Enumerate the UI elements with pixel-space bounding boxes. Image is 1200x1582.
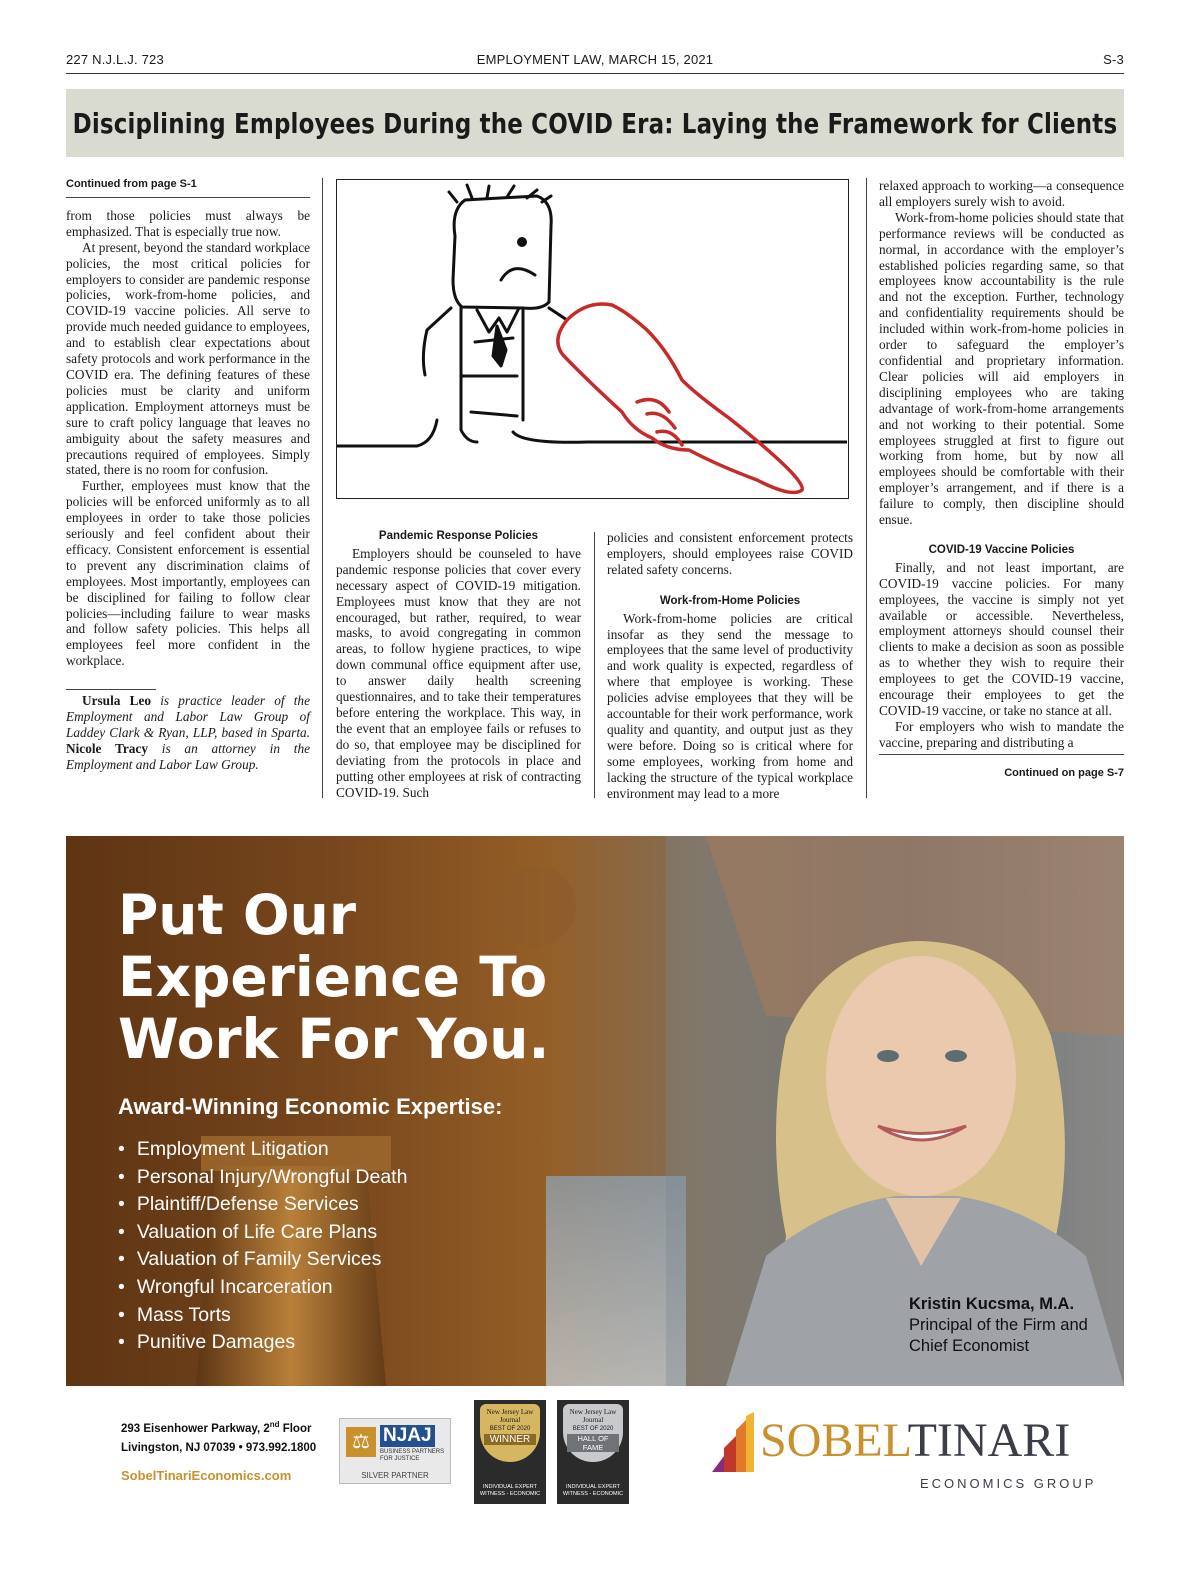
badge-masthead: New Jersey Law Journal bbox=[486, 1408, 534, 1424]
continued-from: Continued from page S-1 bbox=[66, 178, 197, 190]
list-item: • Personal Injury/Wrongful Death bbox=[118, 1164, 407, 1192]
sobel-tinari-logo bbox=[710, 1412, 1100, 1502]
award-badge-hall-of-fame bbox=[557, 1400, 629, 1504]
bio-text: is an attorney in the Employment and Labor Law Group. bbox=[66, 740, 311, 772]
list-item: • Mass Torts bbox=[118, 1302, 407, 1330]
article-title: Disciplining Employees During the COVID Era: Laying the Framework for Clients bbox=[72, 106, 1118, 140]
list-item: • Valuation of Family Services bbox=[118, 1246, 407, 1274]
badge-masthead: New Jersey Law Journal bbox=[569, 1408, 617, 1424]
folio-left: 227 N.J.L.J. 723 bbox=[66, 52, 164, 67]
column-1 bbox=[66, 177, 310, 773]
bio-text: is practice leader of the Employment and Labor Law Group of Laddey Clark & Ryan, LLP, based in Sparta. bbox=[66, 693, 310, 740]
column-divider bbox=[322, 178, 323, 798]
paragraph: Employers should be counseled to have pandemic response policies that cover every necessary aspect of COVID-19 mitigation. Employees must know that they are not encouraged, but rather, required, to wear masks, to avoid congregating in common areas, to follow hygiene practices, to wipe down communal office equipment after use, to answer daily health screening questionnaires, and to take their temperatures before entering the workplace. This way, in the event that an employee fails or refuses to do so, that employee may be disciplined for deviating from the protocols in place and putting other employees at risk of contracting COVID-19. Such bbox=[336, 545, 581, 800]
paragraph: from those policies must always be emphasized. That is especially true now. bbox=[66, 207, 310, 239]
kicker-rule bbox=[66, 197, 310, 198]
badge-medallion bbox=[480, 1404, 540, 1462]
paragraph: Further, employees must know that the policies will be enforced uniformly as to all employees in order to take those policies seriously and feel confident about their efficacy. Consistent enforcement is essential to prevent any discrimination claims of employees. Most importantly, employees can be disciplined for failing to follow clear policies—including failure to wear masks and follow safety policies. This helps all employees feel more confident in the workplace. bbox=[66, 478, 310, 669]
cartoon-drawing bbox=[337, 180, 847, 497]
list-item: • Plaintiff/Defense Services bbox=[118, 1191, 407, 1219]
page-number: S-3 bbox=[1103, 52, 1124, 67]
advertisement-banner bbox=[66, 836, 1124, 1386]
njaj-line: BUSINESS PARTNERS bbox=[380, 1449, 445, 1455]
paragraph: Finally, and not least important, are COVID-19 vaccine policies. For many employees, the vaccine is simply not yet available or accessible. Nevertheless, employment attorneys should counsel their clients to make a decision as soon as possible as to whether they wish to require their employees to get the COVID-19 vaccine, encourage their employees to get the COVID-19 vaccine, or take no stance at all. bbox=[879, 559, 1124, 718]
njaj-tier: SILVER PARTNER bbox=[361, 1471, 429, 1480]
list-item: • Valuation of Life Care Plans bbox=[118, 1219, 407, 1247]
badge-foot: WITNESS - ECONOMIC bbox=[479, 1491, 541, 1497]
author-name: Ursula Leo bbox=[82, 693, 152, 709]
website-link[interactable]: SobelTinariEconomics.com bbox=[121, 1467, 292, 1483]
badge-year: BEST OF 2020 bbox=[489, 1426, 531, 1432]
badge-foot: INDIVIDUAL EXPERT bbox=[482, 1484, 538, 1490]
paragraph: policies and consistent enforcement protects employers, should employees raise COVID related safety concerns. bbox=[607, 530, 853, 577]
paragraph: At present, beyond the standard workplace policies, the most critical policies for employers to consider are pandemic response policies, work-from-home policies, and COVID-19 vaccine policies. All serve to provide much needed guidance to employees, and to establish clear expectations about safety protocols and work performance in the COVID era. The defining features of these policies must be clarity and uniform application. Employment attorneys must be sure to craft policy language that leaves no ambiguity about the safety measures and precautions required of employees. Simply stated, there is no room for confusion. bbox=[66, 239, 310, 478]
column-divider bbox=[594, 532, 595, 798]
column-4 bbox=[879, 178, 1124, 782]
brand-subtitle: ECONOMICS GROUP bbox=[920, 1476, 1097, 1491]
title-band bbox=[66, 89, 1124, 157]
paragraph: relaxed approach to working—a consequence all employers surely wish to avoid. bbox=[879, 178, 1124, 209]
headline-line: Put Our bbox=[118, 883, 356, 947]
author-bio bbox=[66, 693, 310, 773]
continued-on: Continued on page S-7 bbox=[1004, 766, 1124, 779]
badge-footer bbox=[557, 1484, 629, 1498]
headline-line: Work For You. bbox=[118, 1007, 550, 1071]
address-line: 293 Eisenhower Parkway, 2 bbox=[121, 1422, 270, 1435]
njaj-badge bbox=[339, 1418, 451, 1484]
services-list bbox=[118, 1136, 407, 1357]
folio-center: EMPLOYMENT LAW, MARCH 15, 2021 bbox=[476, 52, 714, 67]
cartoon-illustration bbox=[336, 179, 849, 499]
section-heading: COVID-19 Vaccine Policies bbox=[928, 543, 1075, 556]
headline-line: Experience To bbox=[118, 945, 548, 1009]
award-badge-winner bbox=[474, 1400, 546, 1504]
person-title: Principal of the Firm and bbox=[909, 1316, 1088, 1334]
address-line: Livingston, NJ 07039 • 973.992.1800 bbox=[121, 1441, 317, 1454]
paragraph: For employers who wish to mandate the vaccine, preparing and distributing a bbox=[879, 718, 1124, 750]
bar-chart-logo-icon bbox=[710, 1412, 762, 1476]
header-rule bbox=[66, 73, 1124, 74]
person-title: Chief Economist bbox=[909, 1337, 1030, 1355]
njaj-caption bbox=[380, 1449, 444, 1463]
paragraph: Work-from-home policies should state that performance reviews will be conducted as normal, in accordance with the employer’s established policies regarding same, so that employees know accountability is the rule and not the exception. Further, technology and confidentiality requirements should be included within work-from-home policies in order to safeguard the employer’s confidential and proprietary information. Clear policies will aid employers in disciplining employees who are taking advantage of work-from-home arrangements and not working to their potential. Some employees struggled at first to figure out working from home, but by now all employees should be comfortable with their employer’s arrangement, and if there is a failure to comply, then discipline should ensue. bbox=[879, 209, 1124, 528]
ad-subhead: Award-Winning Economic Expertise: bbox=[118, 1094, 503, 1119]
person-caption bbox=[909, 1294, 1088, 1357]
column-3 bbox=[607, 530, 853, 802]
badge-footer bbox=[474, 1484, 546, 1498]
list-item: • Wrongful Incarceration bbox=[118, 1274, 407, 1302]
brand-sobel: SOBEL bbox=[760, 1414, 908, 1467]
paragraph: Work-from-home policies are critical insofar as they send the message to employees that the same level of productivity and work quality is expected, regardless of where that employee is working. These policies advise employees that they will be accountable for their work performance, work quality and quantity, and output just as they were before. Doing so is critical where for some employees, working from home and lacking the structure of the typical workplace environment may lead to a more bbox=[607, 610, 853, 801]
author-name: Nicole Tracy bbox=[66, 740, 148, 756]
badge-foot: WITNESS - ECONOMIC bbox=[562, 1491, 624, 1497]
column-2 bbox=[336, 529, 581, 800]
brand-wordmark bbox=[760, 1414, 1070, 1468]
badge-foot: INDIVIDUAL EXPERT bbox=[565, 1484, 621, 1490]
section-heading: Pandemic Response Policies bbox=[378, 530, 539, 542]
column-divider bbox=[866, 178, 867, 798]
section-heading: Work-from-Home Policies bbox=[659, 594, 801, 607]
njaj-line: FOR JUSTICE bbox=[380, 1456, 420, 1462]
continued-rule bbox=[879, 754, 1124, 755]
badge-label: WINNER bbox=[484, 1434, 536, 1445]
brand-tinari: TINARI bbox=[907, 1414, 1071, 1467]
ad-headline bbox=[118, 884, 549, 1070]
njaj-logo: NJAJ bbox=[380, 1425, 435, 1447]
badge-medallion bbox=[563, 1404, 623, 1462]
address-block bbox=[121, 1415, 316, 1485]
person-name: Kristin Kucsma, M.A. bbox=[909, 1295, 1075, 1313]
address-line-end: Floor bbox=[279, 1422, 312, 1435]
scales-icon: ⚖ bbox=[346, 1427, 376, 1457]
list-item: • Punitive Damages bbox=[118, 1329, 407, 1357]
badge-year: BEST OF 2020 bbox=[572, 1426, 614, 1432]
badge-label: HALL OF FAME bbox=[567, 1434, 619, 1452]
bio-rule bbox=[66, 689, 156, 690]
address-sup: nd bbox=[269, 1420, 280, 1429]
list-item: • Employment Litigation bbox=[118, 1136, 407, 1164]
